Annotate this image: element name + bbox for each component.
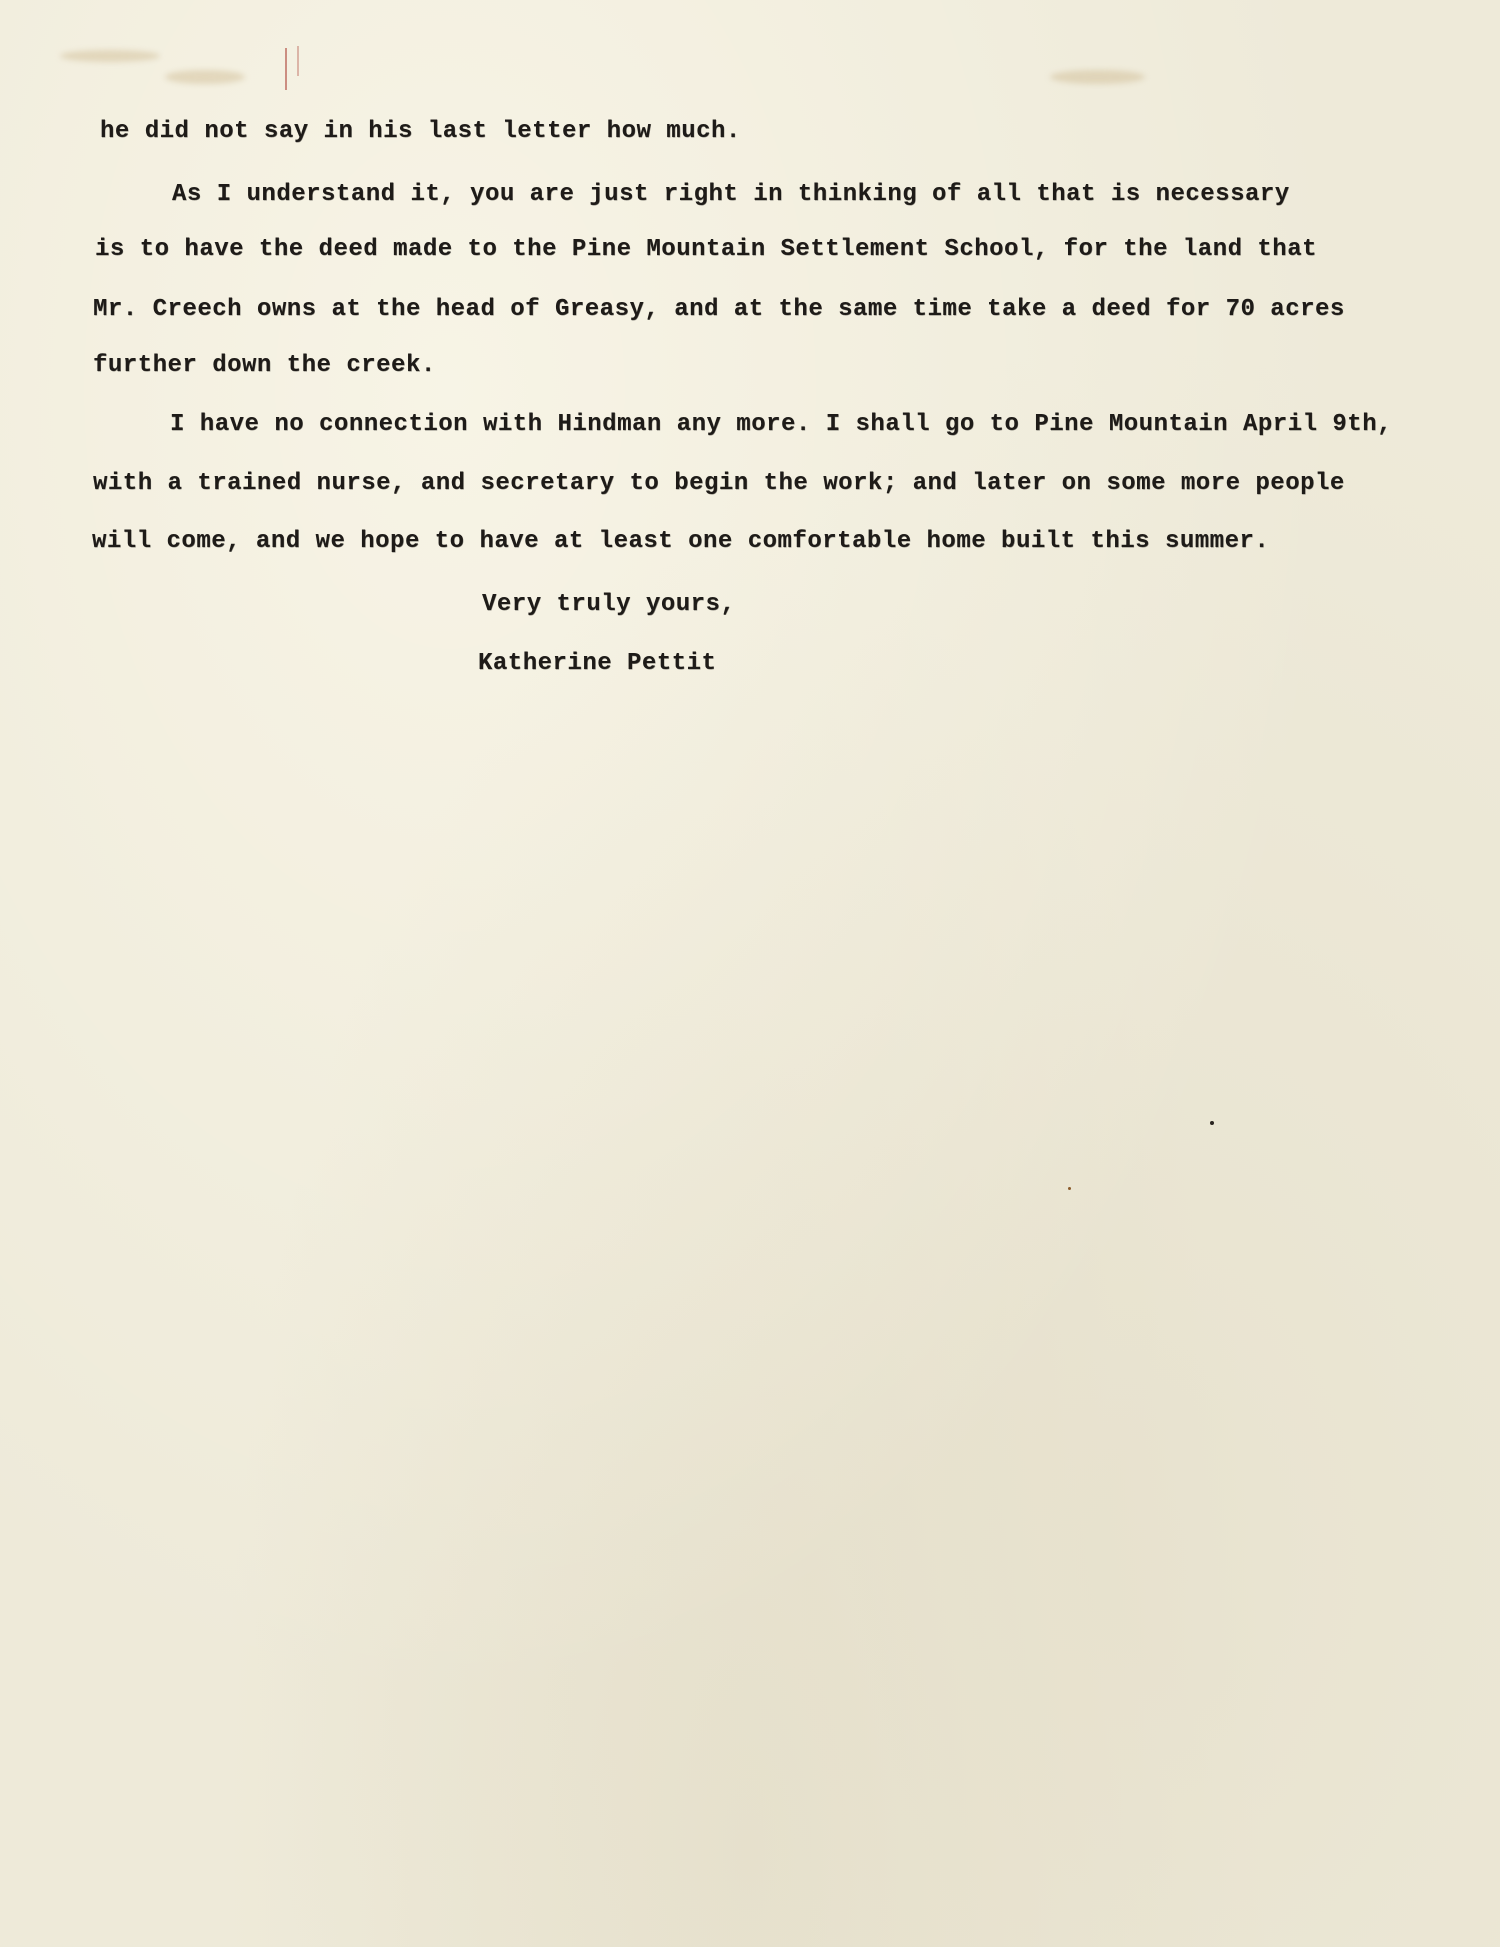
paragraph-2-line-1: As I understand it, you are just right in thinking of all that is necessary	[172, 181, 1290, 208]
staple-stain-right	[1050, 70, 1145, 84]
paragraph-3-line-3: will come, and we hope to have at least one comfortable home built this summer.	[92, 528, 1270, 555]
complimentary-close: Very truly yours,	[482, 591, 736, 618]
paragraph-3-line-1: I have no connection with Hindman any more. I shall go to Pine Mountain April 9th,	[170, 411, 1392, 438]
paragraph-3-line-2: with a trained nurse, and secretary to begin the work; and later on some more people	[93, 470, 1345, 497]
signature-name: Katherine Pettit	[478, 650, 717, 677]
staple-stain-center	[165, 70, 245, 84]
ink-tick-mark	[285, 48, 287, 90]
staple-stain-left	[60, 50, 160, 62]
paragraph-2-line-3: Mr. Creech owns at the head of Greasy, and at the same time take a deed for 70 acres	[93, 296, 1345, 323]
paragraph-continuation: he did not say in his last letter how much.	[100, 118, 741, 145]
paragraph-2-line-4: further down the creek.	[93, 352, 436, 379]
ink-speck	[1210, 1121, 1214, 1125]
ink-tick-mark-2	[297, 46, 299, 76]
paragraph-2-line-2: is to have the deed made to the Pine Mountain Settlement School, for the land that	[95, 236, 1317, 263]
ink-speck-2	[1068, 1187, 1071, 1190]
